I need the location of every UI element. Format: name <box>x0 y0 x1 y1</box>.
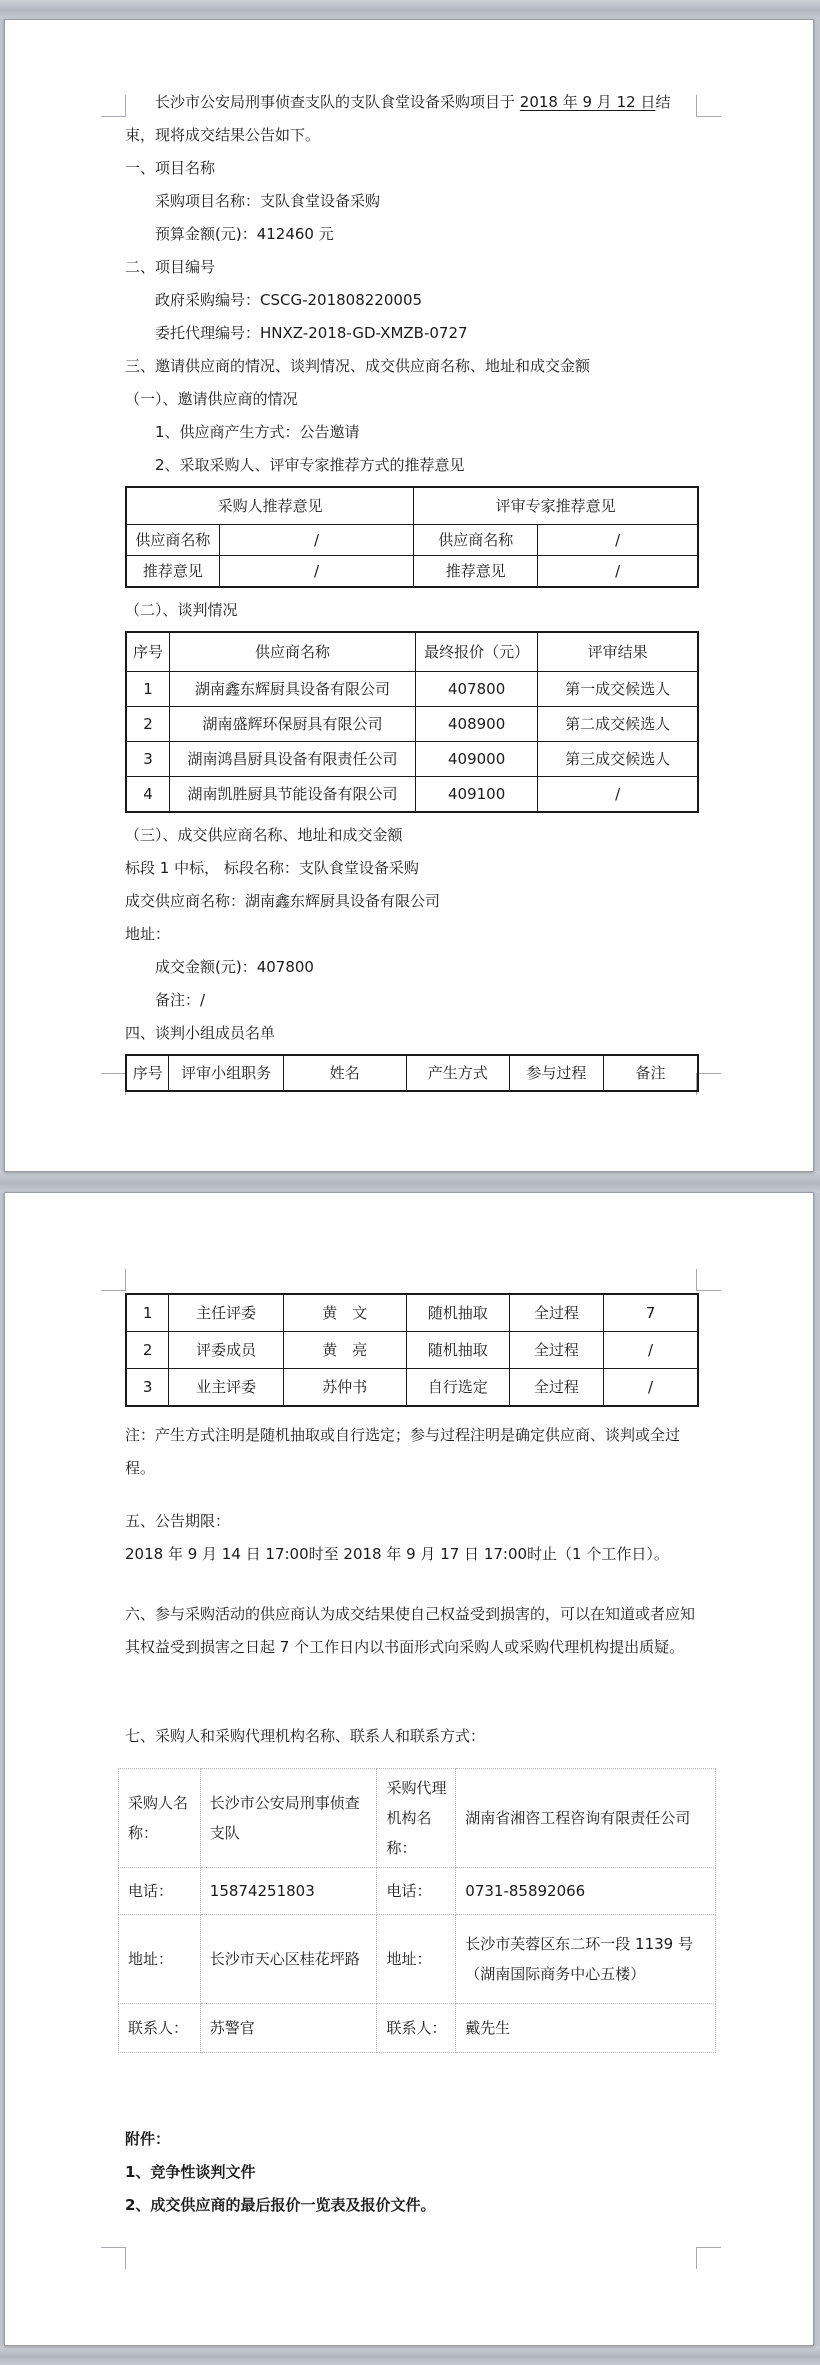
crop-mark-bottom-right <box>696 2247 721 2269</box>
table-cell: 供应商名称 <box>126 525 219 556</box>
header-final-price: 最终报价（元） <box>415 632 537 672</box>
table-cell: 2 <box>126 707 169 742</box>
table-cell: / <box>219 556 413 588</box>
table-cell: 全过程 <box>509 1294 603 1332</box>
crop-mark-top-right <box>696 95 721 117</box>
supplier-source-line: 1、供应商产生方式：公告邀请 <box>155 423 360 441</box>
table-cell: 业主评委 <box>169 1369 283 1407</box>
agency-address-value: 长沙市芙蓉区东二环一段 1139 号（湖南国际商务中心五楼） <box>456 1915 716 2004</box>
purchaser-name-label: 采购人名称： <box>119 1769 201 1868</box>
negotiation-table <box>125 631 699 813</box>
page-1 <box>4 19 814 1172</box>
attachment-item-2: 2、成交供应商的最后报价一览表及报价文件。 <box>125 2196 436 2214</box>
intro-after: 结束，现将成交结果公告如下。 <box>125 93 671 144</box>
table-row <box>126 1294 698 1332</box>
crop-mark-bottom-right <box>696 1073 721 1095</box>
table-cell: / <box>219 525 413 556</box>
top-gray-band <box>0 0 820 19</box>
table-cell: 3 <box>126 1369 169 1407</box>
header-name: 姓名 <box>283 1055 406 1091</box>
table-row <box>119 2004 716 2053</box>
table-row <box>126 556 698 588</box>
section-3-title: 三、邀请供应商的情况、谈判情况、成交供应商名称、地址和成交金额 <box>125 357 591 375</box>
header-remark: 备注 <box>604 1055 698 1091</box>
bottom-gray-band <box>0 2346 820 2365</box>
crop-mark-top-left <box>101 95 126 117</box>
table-cell: 湖南鑫东辉厨具设备有限公司 <box>169 672 415 707</box>
recommendation-intro-line: 2、采取采购人、评审专家推荐方式的推荐意见 <box>155 456 465 474</box>
header-supplier-name: 供应商名称 <box>169 632 415 672</box>
intro-paragraph <box>125 86 699 152</box>
table-cell: 第二成交候选人 <box>538 707 698 742</box>
table-cell: 409100 <box>415 777 537 813</box>
table-cell: 2 <box>126 1332 169 1369</box>
gov-procurement-no-line: 政府采购编号：CSCG-201808220005 <box>155 291 423 309</box>
table-cell: 407800 <box>415 672 537 707</box>
purchaser-address-value: 长沙市天心区桂花坪路 <box>200 1915 377 2004</box>
purchaser-contact-value: 苏警官 <box>200 2004 377 2053</box>
section-5-title: 五、公告期限： <box>125 1512 231 1530</box>
table-cell: 湖南凯胜厨具节能设备有限公司 <box>169 777 415 813</box>
crop-mark-top-left <box>101 1269 126 1291</box>
award-amount-line: 成交金额(元)：407800 <box>155 958 314 976</box>
agency-no-line: 委托代理编号：HNXZ-2018-GD-XMZB-0727 <box>155 324 468 342</box>
table-cell: 湖南盛辉环保厨具有限公司 <box>169 707 415 742</box>
table-row <box>126 777 698 813</box>
header-expert-opinion: 评审专家推荐意见 <box>414 487 698 525</box>
purchaser-name-value: 长沙市公安局刑事侦查支队 <box>200 1769 377 1868</box>
agency-phone-label: 电话： <box>377 1868 456 1915</box>
attachment-item-1: 1、竞争性谈判文件 <box>125 2163 256 2181</box>
table-cell: 评委成员 <box>169 1332 283 1369</box>
table-row <box>119 1915 716 2004</box>
table-cell: 黄 文 <box>283 1294 406 1332</box>
page-2-content <box>125 1293 699 2222</box>
agency-contact-label: 联系人： <box>377 2004 456 2053</box>
table-cell: / <box>538 556 698 588</box>
table-cell: 第一成交候选人 <box>538 672 698 707</box>
table-row <box>119 1868 716 1915</box>
header-participation: 参与过程 <box>509 1055 603 1091</box>
table-cell: 供应商名称 <box>414 525 538 556</box>
contact-table <box>118 1768 716 2053</box>
purchaser-contact-label: 联系人： <box>119 2004 201 2053</box>
table-cell: 随机抽取 <box>406 1294 509 1332</box>
table-cell: 4 <box>126 777 169 813</box>
table-row <box>126 707 698 742</box>
header-selection-method: 产生方式 <box>406 1055 509 1091</box>
table-header-row <box>126 632 698 672</box>
table-cell: 随机抽取 <box>406 1332 509 1369</box>
table-cell: 3 <box>126 742 169 777</box>
table-row <box>119 1769 716 1868</box>
table-row <box>126 672 698 707</box>
award-lot-line: 标段 1 中标， 标段名称：支队食堂设备采购 <box>125 859 419 877</box>
table-cell: 自行选定 <box>406 1369 509 1407</box>
agency-name-value: 湖南省湘咨工程咨询有限责任公司 <box>456 1769 716 1868</box>
section-1-title: 一、项目名称 <box>125 159 216 177</box>
table-cell: 主任评委 <box>169 1294 283 1332</box>
table-cell: / <box>604 1332 698 1369</box>
table-cell: 黄 亮 <box>283 1332 406 1369</box>
table-cell: 全过程 <box>509 1369 603 1407</box>
table-cell: 湖南鸿昌厨具设备有限责任公司 <box>169 742 415 777</box>
purchaser-phone-label: 电话： <box>119 1868 201 1915</box>
announcement-period-line: 2018 年 9 月 14 日 17:00时至 2018 年 9 月 17 日 17:00时止（1 个工作日）。 <box>125 1545 669 1563</box>
page-1-content <box>125 86 699 1098</box>
intro-date-underlined: 2018 年 9 月 12 日 <box>519 93 656 111</box>
purchaser-address-label: 地址： <box>119 1915 201 2004</box>
project-name-line: 采购项目名称：支队食堂设备采购 <box>155 192 381 210</box>
section-2-title: 二、项目编号 <box>125 258 216 276</box>
table-cell: 全过程 <box>509 1332 603 1369</box>
award-address-line: 地址： <box>125 925 171 943</box>
table-cell: 7 <box>604 1294 698 1332</box>
table-cell: 408900 <box>415 707 537 742</box>
section-3-1-title: （一）、邀请供应商的情况 <box>125 390 298 408</box>
table-cell: 苏仲书 <box>283 1369 406 1407</box>
page-2 <box>4 1192 814 2346</box>
recommendation-table <box>125 486 699 588</box>
table-row <box>126 742 698 777</box>
header-seq: 序号 <box>126 632 169 672</box>
table-row <box>126 1332 698 1369</box>
table-header-row <box>126 1055 698 1091</box>
table-cell: / <box>538 525 698 556</box>
panel-table-rows-part <box>125 1293 699 1407</box>
page-separator <box>0 1171 820 1193</box>
section-6-paragraph: 六、参与采购活动的供应商认为成交结果使自己权益受到损害的，可以在知道或者应知其权益受到损害之日起 7 个工作日内以书面形式向采购人或采购代理机构提出质疑。 <box>125 1605 696 1656</box>
table-cell: / <box>538 777 698 813</box>
agency-contact-value: 戴先生 <box>456 2004 716 2053</box>
panel-table-header-part <box>125 1054 699 1092</box>
crop-mark-bottom-left <box>101 1073 126 1095</box>
table-cell: 1 <box>126 672 169 707</box>
table-cell: 409000 <box>415 742 537 777</box>
header-panel-role: 评审小组职务 <box>169 1055 283 1091</box>
header-review-result: 评审结果 <box>538 632 698 672</box>
table-row <box>126 525 698 556</box>
agency-address-label: 地址： <box>377 1915 456 2004</box>
intro-before: 长沙市公安局刑事侦查支队的支队食堂设备采购项目于 <box>155 93 520 111</box>
agency-phone-value: 0731-85892066 <box>456 1868 716 1915</box>
section-7-title: 七、采购人和采购代理机构名称、联系人和联系方式： <box>125 1727 486 1745</box>
section-3-3-title: （三）、成交供应商名称、地址和成交金额 <box>125 826 403 844</box>
table-cell: 1 <box>126 1294 169 1332</box>
attachments-title: 附件： <box>125 2130 171 2148</box>
purchaser-phone-value: 15874251803 <box>200 1868 377 1915</box>
award-supplier-line: 成交供应商名称：湖南鑫东辉厨具设备有限公司 <box>125 892 441 910</box>
table-cell: 推荐意见 <box>414 556 538 588</box>
agency-name-label: 采购代理机构名称： <box>377 1769 456 1868</box>
table-cell: 第三成交候选人 <box>538 742 698 777</box>
section-4-title: 四、谈判小组成员名单 <box>125 1024 276 1042</box>
table-header-row <box>126 487 698 525</box>
table-cell: / <box>604 1369 698 1407</box>
table-row <box>126 1369 698 1407</box>
header-seq: 序号 <box>126 1055 169 1091</box>
crop-mark-top-right <box>696 1269 721 1291</box>
award-remark-line: 备注：/ <box>155 991 206 1009</box>
table-cell: 推荐意见 <box>126 556 219 588</box>
section-3-2-title: （二）、谈判情况 <box>125 601 238 619</box>
panel-note: 注：产生方式注明是随机抽取或自行选定；参与过程注明是确定供应商、谈判或全过程。 <box>125 1426 681 1477</box>
header-purchaser-opinion: 采购人推荐意见 <box>126 487 414 525</box>
budget-line: 预算金额(元)：412460 元 <box>155 225 334 243</box>
crop-mark-bottom-left <box>101 2247 126 2269</box>
